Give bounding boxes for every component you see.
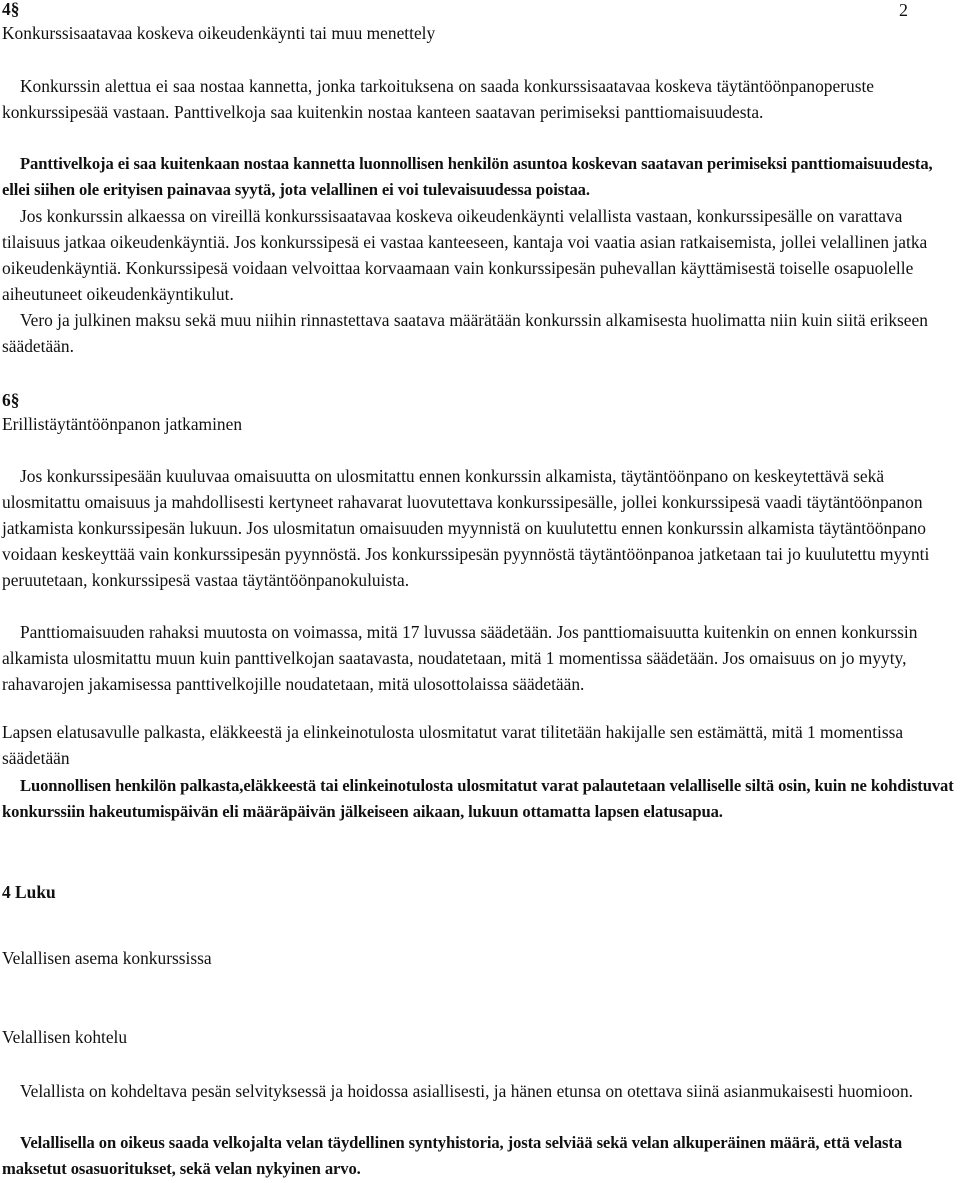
chapter-subtitle: Velallisen kohtelu bbox=[2, 1027, 128, 1047]
paragraph-6-2: Panttiomaisuuden rahaksi muutosta on voimassa, mitä 17 luvussa säädetään. Jos panttiomaisuutta kuitenkin on ennen konkurssin alkamista ulosmitattu muun kuin panttivelkojan saatavasta, noudatetaan, mitä 1 momentissa säädetään. Jos omaisuus on jo myyty, rahavarojen jakamisessa panttivelkojille noudatetaan, mitä ulosottolaissa säädetään. bbox=[2, 622, 918, 694]
paragraph-6-1: Jos konkurssipesään kuuluvaa omaisuutta on ulosmitattu ennen konkurssin alkamista, täytäntöönpano on keskeytettävä sekä ulosmitattu omaisuus ja mahdollisesti kertyneet rahavarat luovutettava konkurssipesälle, jollei konkurssipesä vaadi täytäntöönpanon jatkamista konkurssipesän lukuun. Jos ulosmitatun omaisuuden myynnistä on kuulutettu ennen konkurssin alkamista täytäntöönpano voidaan keskeyttää vain konkurssipesän pyynnöstä. Jos konkurssipesän pyynnöstä täytäntöönpanoa jatketaan tai jo kuulutettu myynti peruutetaan, konkurssipesä vastaa täytäntöönpanokuluista. bbox=[2, 466, 930, 590]
paragraph-6-4: Luonnollisen henkilön palkasta,eläkkeestä tai elinkeinotulosta ulosmitatut varat palautetaan velalliselle siltä osin, kuin ne kohdistuvat konkurssiin hakeutumispäivän eli määräpäivän jälkeiseen aikaan, lukuun ottamatta lapsen elatusapua. bbox=[2, 776, 954, 821]
paragraph-ch-1: Velallista on kohdeltava pesän selvityksessä ja hoidossa asiallisesti, ja hänen etunsa on otettava siinä asianmukaisesti huomioon. bbox=[20, 1081, 914, 1101]
paragraph-4-1: Konkurssin alettua ei saa nostaa kannetta, jonka tarkoituksena on saada konkurssisaatavaa koskeva täytäntöönpanoperuste konkurssipesää vastaan. Panttivelkoja saa kuitenkin nostaa kanteen saatavan perimiseksi panttiomaisuudesta. bbox=[2, 76, 875, 122]
section-title-4: Konkurssisaatavaa koskeva oikeudenkäynti tai muu menettely bbox=[2, 23, 436, 43]
paragraph-ch-2: Velallisella on oikeus saada velkojalta velan täydellinen syntyhistoria, josta selviää sekä velan alkuperäinen määrä, että velasta maksetut osasuoritukset, sekä velan nykyinen arvo. bbox=[2, 1133, 903, 1178]
page-number: 2 bbox=[899, 0, 908, 20]
paragraph-4-2: Panttivelkoja ei saa kuitenkaan nostaa kannetta luonnollisen henkilön asuntoa koskevan saatavan perimiseksi panttiomaisuudesta, ellei siihen ole erityisen painavaa syytä, jota velallinen ei voi tulevaisuudessa poistaa. bbox=[2, 154, 933, 199]
section-number-4: 4§ bbox=[2, 0, 20, 19]
chapter-heading: 4 Luku bbox=[2, 882, 56, 902]
paragraph-4-4: Vero ja julkinen maksu sekä muu niihin rinnastettava saatava määrätään konkurssin alkamisesta huolimatta niin kuin siitä erikseen säädetään. bbox=[2, 310, 928, 356]
section-title-6: Erillistäytäntöönpanon jatkaminen bbox=[2, 414, 243, 434]
paragraph-4-3: Jos konkurssin alkaessa on vireillä konkurssisaatavaa koskeva oikeudenkäynti velallista vastaan, konkurssipesälle on varattava tilaisuus jatkaa oikeudenkäyntiä. Jos konkurssipesä ei vastaa kanteeseen, kantaja voi vaatia asian ratkaisemista, jollei velallinen jatka oikeudenkäyntiä. Konkurssipesä voidaan velvoittaa korvaamaan vain konkurssipesän puhevallan käyttämisestä toiselle osapuolelle aiheutuneet oikeudenkäyntikulut. bbox=[2, 206, 928, 304]
paragraph-6-3: Lapsen elatusavulle palkasta, eläkkeestä ja elinkeinotulosta ulosmitatut varat tilitetään hakijalle sen estämättä, mitä 1 momentissa säädetään bbox=[2, 722, 904, 768]
chapter-title: Velallisen asema konkurssissa bbox=[2, 948, 212, 968]
section-number-6: 6§ bbox=[2, 390, 20, 410]
